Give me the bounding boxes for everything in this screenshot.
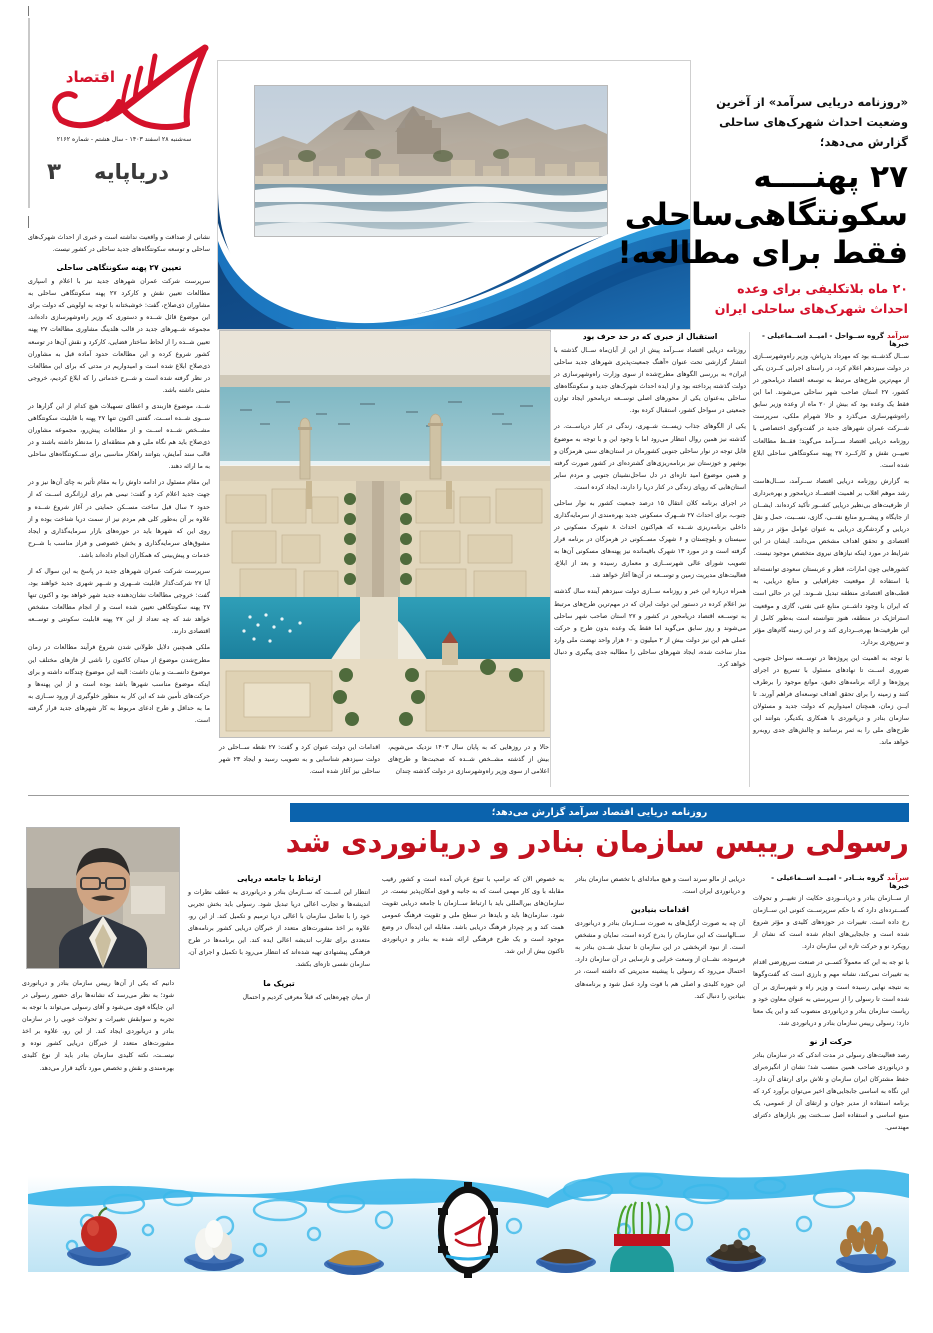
headline-line-1: ۲۷ پهنــــه [753, 159, 908, 196]
byline-logo-mark-2: سرآمد [886, 874, 909, 882]
rendering-caption-left: حالا و در روزهایی که به پایان سال ۱۴۰۳ نزدیک می‌شویم، بیش از گذشته مشــخص شــده که صحبت‌ها و طرح‌های اعلامی از سوی وزیر راه‌وشهرسازی در دولت گذشته چندان [388, 744, 549, 775]
article2-column-1 [22, 978, 174, 1079]
coastal-city-rendering [219, 330, 551, 738]
svg-text:اقتصاد: اقتصاد [65, 68, 115, 86]
article1-subheadline: ۲۰ ماه بلاتکلیفی برای وعده احداث شهرک‌های ساحلی ایران [714, 280, 908, 316]
article2-byline [753, 874, 909, 890]
article2-subheading-marine-community: ارتباط با جامعه دریایی [237, 874, 321, 883]
article1-kicker: «روزنامه دریایی سرآمد» از آخرین وضعیت احداث شهرک‌های ساحلی گزارش می‌دهد؛ [716, 95, 908, 150]
article1-subheading-1: تعیین ۲۷ پهنه سکونتگاهی ساحلی [56, 263, 182, 273]
headline-line-3: فقط برای مطالعه! [617, 235, 908, 271]
article1-mid-p3: در اجرای برنامه کلان انتقال ۱۵ درصد جمعیت کشور به نوار ساحلی جنوب، برای احداث ۲۷ شــهرک مسکونی جدید بهره‌مندی از سرمایه‌گذاری داخلی برنامه‌ریزی شــده که هم‌اکنون احداث ۸ شهرک مسکونی در سیستان و بلوچستان و ۶ شهرک مســکونی در هرمزگان در برنامه قرار گرفته است و در مورد ۱۳ شهرک باقیمانده نیز پهنه‌های مسکونی آن‌ها به تصویب شورای عالی شهرســازی و معماری رسیده و بعد از ابلاغ، فعالیت‌های مدیریت زمین و توســعه در آن‌ها آغاز خواهد شد. [554, 499, 746, 580]
article1-right-p3: کشورهایی چون امارات، قطر و عربستان سعودی توانسته‌اند با استفاده از موقعیت جغرافیایی و منابع دریایی، به قطب‌های اقتصادی منطقه تبدیل شــوند. این در حالی است که ایران با وجود داشــتن منابع غنی نفتی، گازی و موقعیت استراتژیک در منطقه، هنوز نتوانسته است به‌طور کامل از این ظرفیت‌ها بهره‌بــرداری کند و در این زمینه گام‌های مؤثر و سریع‌تری بردارد. [753, 566, 909, 646]
article1-mid-p1: روزنامه دریایی اقتصاد ســرآمد پیش از این از آبان‌ماه ســال گذشته با انتشار گزارشی تحت عنوان «آهنگ جمعیت‌پذیری شهرهای جدید ساحلی ایران» به بررسی الگوهای مطرح‌شده از سوی وزارت راه‌وشهرسازی در دولت گذشته پرداخته بود و از ایده احداث شهرک‌های جدید و سکونتگاه‌های ساحلی به‌عنوان یکی از محورهای اصلی توســعه دریامحور ایجاد توازن جمعیتی در سواحل کشور، استقبال کرده بود. [554, 347, 746, 415]
article1-right-p1: ســال گذشــته بود که مهرداد بذرپاش، وزیر راه‌وشهرســازی در دولت سیزدهم اعلام کرد، در راستای اجرایی کــردن یکی از مهم‌ترین طرح‌های مرتبط به توسعه اقتصاد دریامحور در کشور، ۲۷ استان صاحب شهر ساحلی می‌شوند. اما این فقط یک وعده بود که بیش از ۲۰ ماه از وعده وزیر سابق راه‌وشهرسازی می‌گذرد و حالا شهرام ملکی، سرپرست شــرکت عمران شهرهای جدید در گفت‌وگوی اختصاصی با روزنامه دریایی اقتصاد ســرآمد می‌گوید: فقــط مطالعات تعییــن نقش و کارکــرد ۲۷ پهنه سکونتگاهی ساحلی ابلاغ شده است. [753, 353, 909, 469]
article2-c2-p2: از میان چهره‌هایی که قبلاً معرفی کردیم و احتمال [242, 993, 370, 1001]
column-divider-mid [550, 332, 551, 787]
article2-headline: رسولی رییس سازمان بنادر و دریانوردی شد [285, 825, 909, 859]
article1-headline [617, 159, 908, 272]
article2-c4-p1: دریایی از مالو سرند است و هیچ مبادله‌ای با تخصص سازمان بنادر و دریانوردی ایران است. [575, 876, 745, 896]
section-name: دریاپایه [93, 160, 169, 184]
article1-right-p4: با توجه به اهمیت این پروژه‌ها در توســعه سواحل جنوبی، ضروری اســت تا نهادهای مسئول با تسریع در اجرای پروژه‌ها و ارائه برنامه‌های دقیق، موانع موجود را برطرف کنند و زمینه را برای تحقق اهداف توسعه‌ای فراهم آورند. تا ایــن زمان، همچنان امیدواریم که دولت جدید و مسئولان سازمان بنادر و دریانوردی با همکاری یکدیگر، بتوانند این طرح‌های ملی را به ثمر برسانند و چالش‌های جدی روبه‌رو خواهد ماند. [753, 654, 909, 747]
masthead [28, 18, 219, 208]
article2-subheading-fundamental: اقدامات بنیادین [631, 905, 689, 915]
article2-c1-p1: دانیم که یکی از آن‌ها رییس سازمان بنادر و دریانوردی شود؛ به نظر می‌رسد که نشانه‌ها برای حضور رسولی در این جایگاه قوی می‌شود و آقای رسولی می‌تواند با توجه به تجربه و سوابقش تغییرات و تحولات خوبی را در سازمان بنادر و دریانوردی ایجاد کند. از این رو، علاوه بر اخذ مشورت‌های متعدد از خبرگان دریایی کشور نوده و نیســت، نکته کلیدی سازمان بنادر باید از نوع کلیدی بهره‌مندی و نقش و تخصص مورد تأکید قرار می‌دهد. [22, 980, 174, 1072]
article1-left-column [28, 232, 210, 731]
crop-mark-left-vert [28, 216, 29, 228]
article1-right-column [753, 332, 909, 754]
article-section-divider [28, 795, 909, 796]
paper-logo [37, 26, 217, 141]
official-portrait-photo [26, 827, 180, 969]
article2-column-2 [188, 874, 370, 1008]
column-divider-right [749, 332, 750, 787]
article1-byline [753, 332, 909, 348]
article2-subheading-new-move: حرکت از نو [809, 1036, 853, 1046]
article1-mid-p4: همراه درباره این خبر و روزنامه ســازی دولت سیزدهم آینده سال گذشته نیز اعلام کرده در دستور این دولت ایران که در مهم‌ترین طرح‌های مرتبط به توســعه اقتصاد دریامحور در کشور و ۲۷ استان صاحب شهر ساحلی می‌شوند و روز سابق می‌گوید اما فقط یک وعده بدون طرح و حرکت عملی هم این نیز دولت بیش از ۲ میلیون و ۶۰ هزار واحد نهضت ملی وارد مدار ساخت شده، ایجاد شهرهای ساحلی را مطالبه جدی پیگیری و دنبال خواهد کرد. [554, 588, 747, 668]
article1-right-p2: به گزارش روزنامه دریایی اقتصاد ســرآمد، ســال‌هاست رشد موهم اقلاب بر اهمیت اقتصــاد دریامحور و بهره‌برداری از ظرفیت‌های بی‌نظیر دریایی کشــور تأکید کرده‌اند. ایشــان از جایگاه و پیشــرو منابع نفتــی، گازی، نســبت، حمل و نقل دریایی و گردشگری دریایی به عنوان عوامل مؤثر در رشد اقتصادی و تحقق اهداف مشخص می‌دانند. ایشان در این شرایط در مورد اینکه نیازهای نیروی متخصص موجود نیست. [753, 477, 909, 558]
article1-mid-p2: یکی از الگوهای جذاب زیســت شــهری، زندگی در کنار دریاســت. در گذشته نیز همین روال انتظار می‌رود اما با وجود این و با توجه به موضوع قابل توجه در نوار ساحلی جنوبی کشورمان در استان‌های سنی هرمزگان و بوشهر و خوزستان نیز برنامه‌ریزی‌های گشترده‌ای در کشور صورت گرفته و همین موضوع امید تازه‌ای در دل ساحل‌نشینان جنوبی و مردم سایر استان‌هایی که رویای زندگی در کنار دریا را دارند، ایجاد کرده است. [554, 423, 746, 491]
headline-line-2: سکونتگاهی‌ساحلی [624, 197, 908, 234]
byline-logo-mark: سرآمد [886, 332, 909, 340]
article2-byline-text: گروه بنــادر - امیــد اســماعیلی - خبرها [771, 874, 909, 890]
article1-lead-text: نشانی از صداقت و واقعیت نداشته است و خبری از احداث شهرک‌های ساحلی و توسعه سکونتگاه‌های جدید ساحلی در کشور نیست. [28, 234, 210, 254]
article2-c5-p2: با تو جه به این که معمولاً کســی در صنعت سریع‌رضی اقدام به تغییرات نمی‌کند، نشانه مهم و بارزی است که گفت‌وگوها به نتیجه نهایی رسیده است و وزیر راه و شهرسازی بر آن شده است تا رسولی را از سرپرستی به عنوان معاون خود و ریاست سازمان بنادر و دریانوردی منصوب کند و این یک معنا دارد: رسولی رییس سازمان بنادر و دریانوردی شد. [753, 959, 909, 1027]
article2-c5-p1: از ســازمان بنادر و دریانــوردی حکایت از تغییــر و تحولات گســترده‌ای دارد که با حکم سرپرســت کنونی این ســازمان رخ داده است. تغییرات در حوزه‌های کلیدی و مؤثر شروع شده است و جابجایی‌های انجام شده است که نشان از رویکرد نو و حرکت تازه این سازمان دارد. [753, 895, 909, 951]
article1-mid-column [554, 332, 746, 675]
article1-left-p2: شــد، موضوع فازبندی و اعطای تسهیلات هیچ کدام از این گزارها در ســوی شــده اســت. گفتنی اکنون تنها ۲۷ پهنه با قابلیت سکونتگاهی مشــخص شــده اســت و از مطالعات پیش‌رو، مجموعه مشاوران ذی‌صلاح باید هم نگاه ملی و هم منطقه‌ای را مدنظر داشته باشند و در قالب سند آمایش، بتوانند راهکار مناسبی برای ســکونتگاه‌های ساحلی به ما ارائه دهند. [28, 402, 210, 471]
rendering-caption-right: اقدامات این دولت عنوان کرد و گفت: ۲۷ نقطه ســاحلی در دولت سیزدهم شناسایی و به تصویب رسید و ایجاد ۲۳ شهر ساحلی نیز آغاز شده است. [219, 744, 380, 775]
article1-left-p5: ملکی همچنین دلایل طولانی شدن شروع فرآیند مطالعات در زمان مطرح‌شدن موضوع از میدان کاکنون را ناشی از فازهای مختلف این موضوع دانســت و بیان داشت: البته این موضوع چندگانه داشته و برای اینکه موضوع مناسب شهرها باشد بوده است و از این پهنه‌ها و حرکت‌های تأمین شد که این کار به منظور خلوگیری از ورود ســازی به ما به حداقل و طرح ادعای مربوط به کار شهرهای جدید قرار گرفته است. [28, 644, 210, 724]
article1-left-p1: سرپرست شرکت عمران شهرهای جدید نیز با اعلام و اسپاری مطالعات تعیین نقش و کارکرد ۲۷ پهنه سکونتگاهی ساحلی به مشاوران ذی‌صلاح، گفت: خوشبختانه با توجه به اولویتی که دولت برای این موضوع قائل شــده و دستوری که وزیر راه‌وشهرسازی داده‌اند، مجموعه شــهرهای جدید در قالب هلدینگ مشاوری مطالعات ۲۷ پهنه تعیین شــده را از لحاظ ساختار فضایی، کارکرد و نقش آن‌ها در توسعه کشور شروع کرده و این مطالعات حدود آماده قبل به مشاوران ذی‌صلاح ابلاغ شده است و امیدواریم در مدتی که برای این مطالعات در نظر گرفته شده است و شــرح خدماتی را که ابلاغ کردیم، خروجی مثبتی داشته باشد. [28, 278, 211, 394]
section-row [33, 150, 215, 194]
crop-mark-top-left [28, 6, 29, 16]
article2-kicker-bar [290, 803, 909, 822]
paper-logo-script [37, 32, 213, 136]
article2-kicker-text: روزنامه دریایی اقتصاد سرآمد گزارش می‌دهد؛ [491, 807, 708, 818]
article1-subheading-2: استقبال از خبری که در حد حرف بود [582, 332, 718, 341]
article2-column-5 [753, 874, 909, 1138]
article1-left-p4: سرپرست شرکت عمران شهرهای جدید در پاسخ به این سوال که از آیا ۲۷ شرکت‌گذار قابلیت شــهری و شــهر شهری جدید خواهند بود، گفت: خروجی مطالعات نشان‌دهنده جدید شهر خواهد بود و اکنون تنها ۲۷ پهنه سکونتگاهی تعیین شده است و از انجام مطالعات مشخص خواهد شد که چه تعداد از این ۲۷ پهنه قابلیت سکونتی و توســعه اقتصادی دارند. [28, 567, 210, 636]
article2-c3-p1: به خصوص الان که ترامپ با تنوع عربان آمده است و کشور رقیب مقابله با وی کار مهمی است که به جانبه و قوی امکان‌پذیر نیست. در سازمان‌های بین‌المللی باید با ارتباط ســازمان با جامعه دریایی تقویت شود. سازمان‌ها باید و بایدها در سطح ملی و تقویت فرهنگ عمومی همت کند و پر چم‌دار فرهنگ دریایی باشد. مقابله این ایده‌آل در وضع موجود است و یک طرح فرهنگی ارائه شده به بنادر و دریانوردی تاکنون بیش از این شد. [382, 876, 564, 956]
masthead-divider [29, 18, 30, 208]
haftsin-nowruz-banner [28, 1168, 909, 1280]
article1-left-p3: این مقام مسئول در ادامه داوش را به مقام تأثیر به چای آن‌ها نیز و در جهت جدید اعلام کرد و گفت: نیمی هم برای ارزانگری اســت که از حدود ۲ سال قبل ساخت مســکن حمایتی در آغاز شروع شــده و علاوه بر آن به‌طور کلی هم مردم نیز از سمت دریا شناخت بوده و از روی این که شهرها باید در حوزه‌های بازار سرمایه‌گذاری و ایجاد مشوق‌های سرمایه‌گذاری و بخش خصوصی و فراز مناسب با شــرح خدمات و پیش‌بینی که همکاران انجام داده‌اند باشد. [28, 479, 211, 559]
article2-column-3 [382, 874, 564, 963]
article1-byline-text: گروه ســواحل - امیــد اســماعیلی - خبرها [761, 332, 909, 348]
article1-headline-block [617, 92, 908, 319]
article2-c5-p3: رصد فعالیت‌های رسولی در مدت اندکی که در سازمان بنادر و دریانوردی صاحب همین منصب شد؛ نشان از انگیزه‌برای حفظ مشترکان ایران سازمان و تلاش برای ارتقای آن دارد. این نگاه به اساسی جابجایی‌های اخیر می‌توان برآورد کرد که برنامه استفاده از مدیر جوان و ارتقای آن از عمومی، یک منبع اساسی و استفاده اصل ســخنت پور بازارهای دکترای مهندسی. [753, 1051, 909, 1132]
rendering-caption [219, 742, 549, 778]
publication-date: سه‌شنبه ۲۸ اسفند ۱۴۰۳ - سال هشتم - شماره ۲۱۶۲ [56, 136, 192, 143]
article2-c2-p1: انتظار این اســت که ســازمان بنادر و دریانوردی به عطف نظرات و اندیشه‌ها و تجارب اعالی دریا تبدیل شود. رسولی باید بخش تجربی خود را با تعامل سازمان با اعالی دریا ترمیم و تکمیل کند. از این رو، علاوه بر اخذ مشورت‌های متعدد از خبرگان دریایی کشور برنامه‌های متعددی برای تقارب اندیشه اعالی ایده کند. این برنامه‌ها در طرح فرهنگی پیشنهادی تهیه شده‌اند که انتظار می‌رود با تکمیل و اجرای آن، سازمان نفسی تازه‌ای بکشد. [188, 889, 370, 969]
article2-c4-p2: آن چه به صورت ارگیل‌های به صورت ســازمان بنادر و دریانوردی ســالهاست که این سازمان را بدرخ کرده است، نمایان و مشخص است. از نبود اثربخشی در این سازمان تا تبدیل شــدن بنادر به فرسوده، نشــان از وسعت خرابی و نارسایی در آن سازمان دارد. احتمال می‌رود که رسولی با پیشینه مدیریتی که داشته است، در این حوزه کلیدی و اصلی هم با قوت وارد عمل شود و برنامه‌های بنیادین را دنبال کند. [575, 920, 745, 1000]
article2-column-4 [575, 874, 745, 1007]
page-number: ۳ [47, 159, 62, 185]
article2-subheading-congrats: تبریک ما [263, 978, 295, 988]
hero-graphic-box [217, 60, 691, 330]
